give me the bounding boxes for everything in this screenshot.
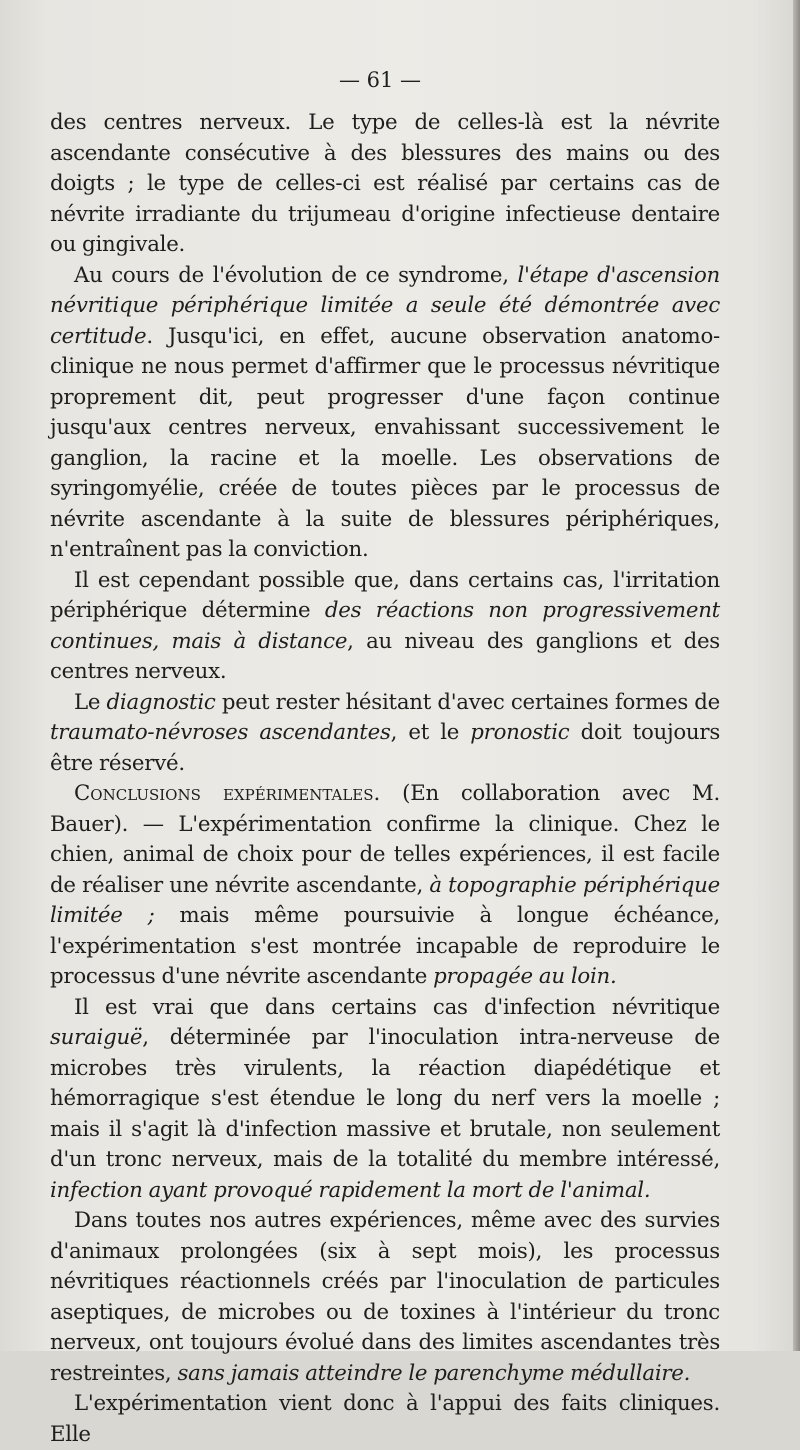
paragraph-4-italic-pronostic: pronostic xyxy=(470,720,570,745)
paragraph-8: L'expérimentation vient donc à l'appui des faits cliniques. Elle xyxy=(50,1391,720,1447)
paragraph-2 xyxy=(50,261,720,566)
paragraph-1: des centres nerveux. Le type de celles-là est la névrite ascendante consécutive à des blessures des mains ou des doigts ; le type de celles-ci est réalisé par certains cas de névrite irradiante du trijumeau d'origine infectieuse dentaire ou gingivale. xyxy=(50,110,720,257)
paragraph-6 xyxy=(50,993,720,1207)
paragraph-5-text: (En collaboration avec M. Bauer). — L'expérimentation confirme la clinique. Chez le chien, animal de choix pour de telles expériences, il est facile de réaliser une névrite ascendante, xyxy=(50,781,720,898)
paragraph-6-italic: suraiguë xyxy=(50,1025,143,1050)
paragraph-4 xyxy=(50,688,720,780)
section-heading-conclusions: Conclusions expérimentales. xyxy=(74,781,381,806)
paragraph-2-text: Au cours de l'évolution de ce syndrome, xyxy=(74,262,518,288)
paragraph-4-text: Le xyxy=(74,689,107,715)
paragraph-3-italic: des réactions non progressivement continues, mais à distance xyxy=(50,598,720,654)
paragraph-7-text: Dans toutes nos autres expériences, même avec des survies d'animaux prolongées (six à sept mois), les processus névritiques réactionnels créés par l'inoculation de particules aseptiques, de microbes ou de toxines à l'intérieur du tronc nerveux, ont toujours évolué dans des limites ascendantes très restreintes, xyxy=(50,1208,720,1386)
paragraph-5-italic: à topographie périphérique limitée ; xyxy=(50,872,720,928)
paragraph-3-text: Il est cependant possible que, dans certains cas, l'irritation périphérique détermine xyxy=(50,567,720,623)
paragraph-3-text-2: , au niveau des ganglions et des centres nerveux. xyxy=(50,628,720,684)
paragraph-6-text-2: , déterminée par l'inoculation intra-nerveuse de microbes très virulents, la réaction diapédétique et hémorragique s'est étendue le long du nerf vers la moelle ; mais il s'agit là d'infection massive et brutale, non seulement d'un tronc nerveux, mais de la totalité du membre intéressé, xyxy=(50,1025,720,1172)
paragraph-4-italic-nevroses: traumato-névroses ascendantes xyxy=(50,720,391,745)
paragraph-6-italic-2: infection ayant provoqué rapidement la mort de l'animal. xyxy=(50,1177,651,1203)
paragraph-2-italic: l'étape d'ascension névritique périphérique limitée a seule été démontrée avec certitude xyxy=(50,262,721,349)
paragraph-5-italic-2: propagée au loin. xyxy=(433,964,617,989)
paragraph-7-italic: sans jamais atteindre le parenchyme médullaire. xyxy=(177,1360,691,1386)
paragraph-4-text-3: , et le xyxy=(390,720,471,745)
paragraph-3 xyxy=(50,566,720,688)
paragraph-4-text-2: peut rester hésitant d'avec certaines formes de xyxy=(215,689,721,715)
body-text xyxy=(50,108,720,1450)
paragraph-2-text-2: . Jusqu'ici, en effet, aucune observation anatomo-clinique ne nous permet d'affirmer que le processus névritique proprement dit, peut progresser d'une façon continue jusqu'aux centres nerveux, envahissant successivement le ganglion, la racine et la moelle. Les observations de syringomyélie, créée de toutes pièces par le processus de névrite ascendante à la suite de blessures périphériques, n'entraînent pas la conviction. xyxy=(50,323,720,562)
page-spine-edge xyxy=(793,0,800,1351)
paragraph-5-text-2: mais même poursuivie à longue échéance, l'expérimentation s'est montrée incapable de reproduire le processus d'une névrite ascendante xyxy=(50,903,720,989)
paragraph-6-text: Il est vrai que dans certains cas d'infection névritique xyxy=(74,994,720,1020)
paragraph-5 xyxy=(50,779,720,993)
paragraph-4-italic-diagnostic: diagnostic xyxy=(106,689,216,715)
paragraph-7 xyxy=(50,1206,720,1389)
paragraph-4-text-4: doit toujours être réservé. xyxy=(50,720,720,776)
page-number: — 61 — xyxy=(338,68,422,92)
